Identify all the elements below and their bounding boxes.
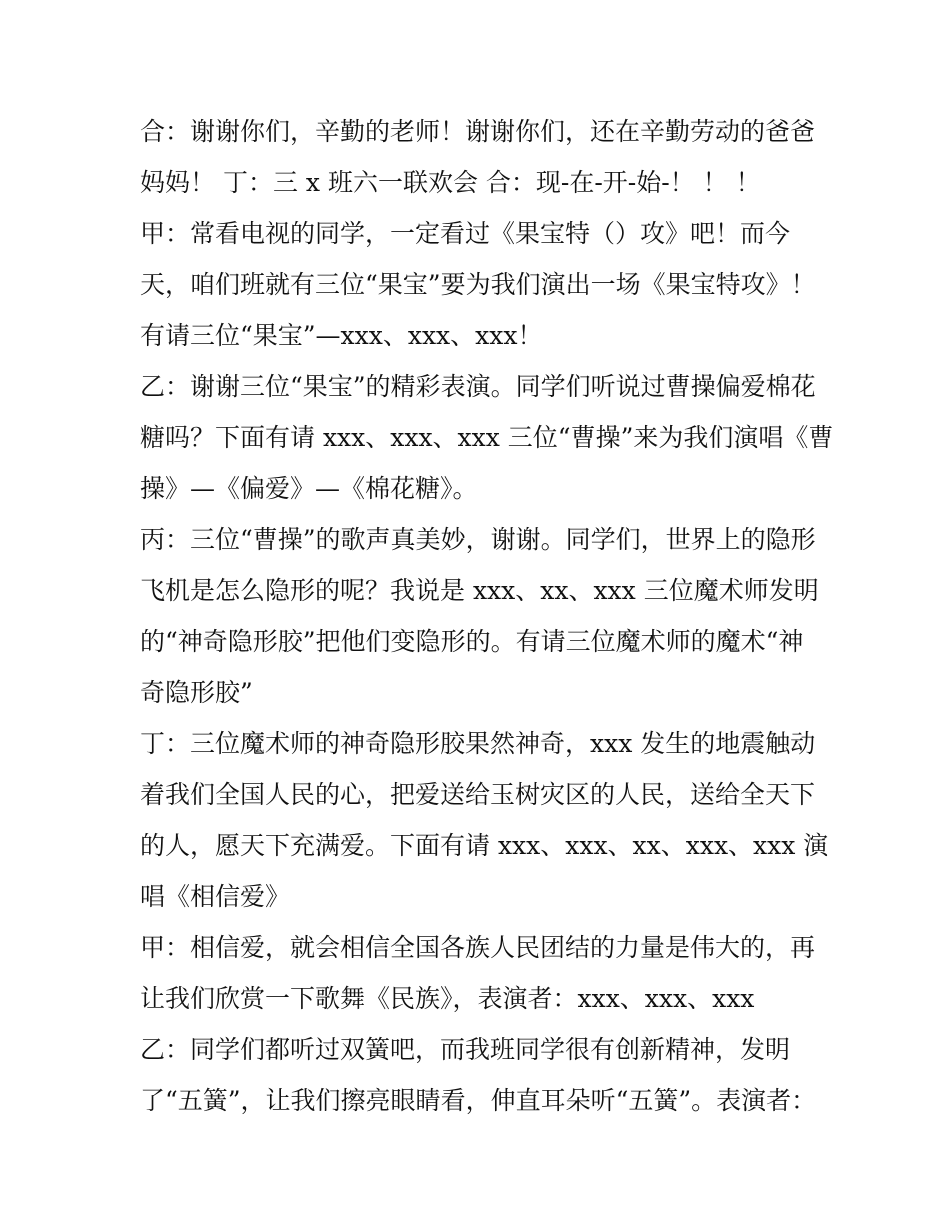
text-line: 甲：相信爱，就会相信全国各族人民团结的力量是伟大的，再: [140, 933, 816, 962]
text-line: 着我们全国人民的心，把爱送给玉树灾区的人民，送给全天下: [140, 780, 816, 809]
text-line: 的人，愿天下充满爱。下面有请 xxx、xxx、xx、xxx、xxx 演: [140, 831, 829, 860]
document-body: [140, 106, 834, 1126]
text-line: 合：谢谢你们，辛勤的老师！谢谢你们，还在辛勤劳动的爸爸: [140, 117, 816, 146]
text-line: 飞机是怎么隐形的呢？我说是 xxx、xx、xxx 三位魔术师发明: [140, 576, 819, 605]
text-line: 有请三位“果宝”—xxx、xxx、xxx！: [140, 321, 543, 350]
text-line: 让我们欣赏一下歌舞《民族》，表演者：xxx、xxx、xxx: [140, 984, 755, 1013]
text-line: 奇隐形胶”: [140, 678, 253, 707]
text-line: 糖吗？下面有请 xxx、xxx、xxx 三位“曹操”来为我们演唱《曹: [140, 423, 834, 452]
text-line: 妈妈！ 丁：三 x 班六一联欢会 合：现-在-开-始-！ ！ ！: [140, 168, 761, 197]
text-line: 丁：三位魔术师的神奇隐形胶果然神奇，xxx 发生的地震触动: [140, 729, 816, 758]
text-line: 乙：谢谢三位“果宝”的精彩表演。同学们听说过曹操偏爱棉花: [140, 372, 816, 401]
text-line: 的“神奇隐形胶”把他们变隐形的。有请三位魔术师的魔术“神: [140, 627, 804, 656]
text-line: 丙：三位“曹操”的歌声真美妙，谢谢。同学们，世界上的隐形: [140, 525, 816, 554]
text-line: 甲：常看电视的同学，一定看过《果宝特（）攻》吧！而今: [140, 219, 791, 248]
text-line: 了“五簧”，让我们擦亮眼睛看，伸直耳朵听“五簧”。表演者：: [140, 1086, 817, 1115]
text-line: 乙：同学们都听过双簧吧，而我班同学很有创新精神，发明: [140, 1035, 791, 1064]
text-line: 唱《相信爱》: [140, 882, 291, 911]
text-line: 天，咱们班就有三位“果宝”要为我们演出一场《果宝特攻》！: [140, 270, 816, 299]
text-line: 操》—《偏爱》—《棉花糖》。: [140, 474, 478, 503]
